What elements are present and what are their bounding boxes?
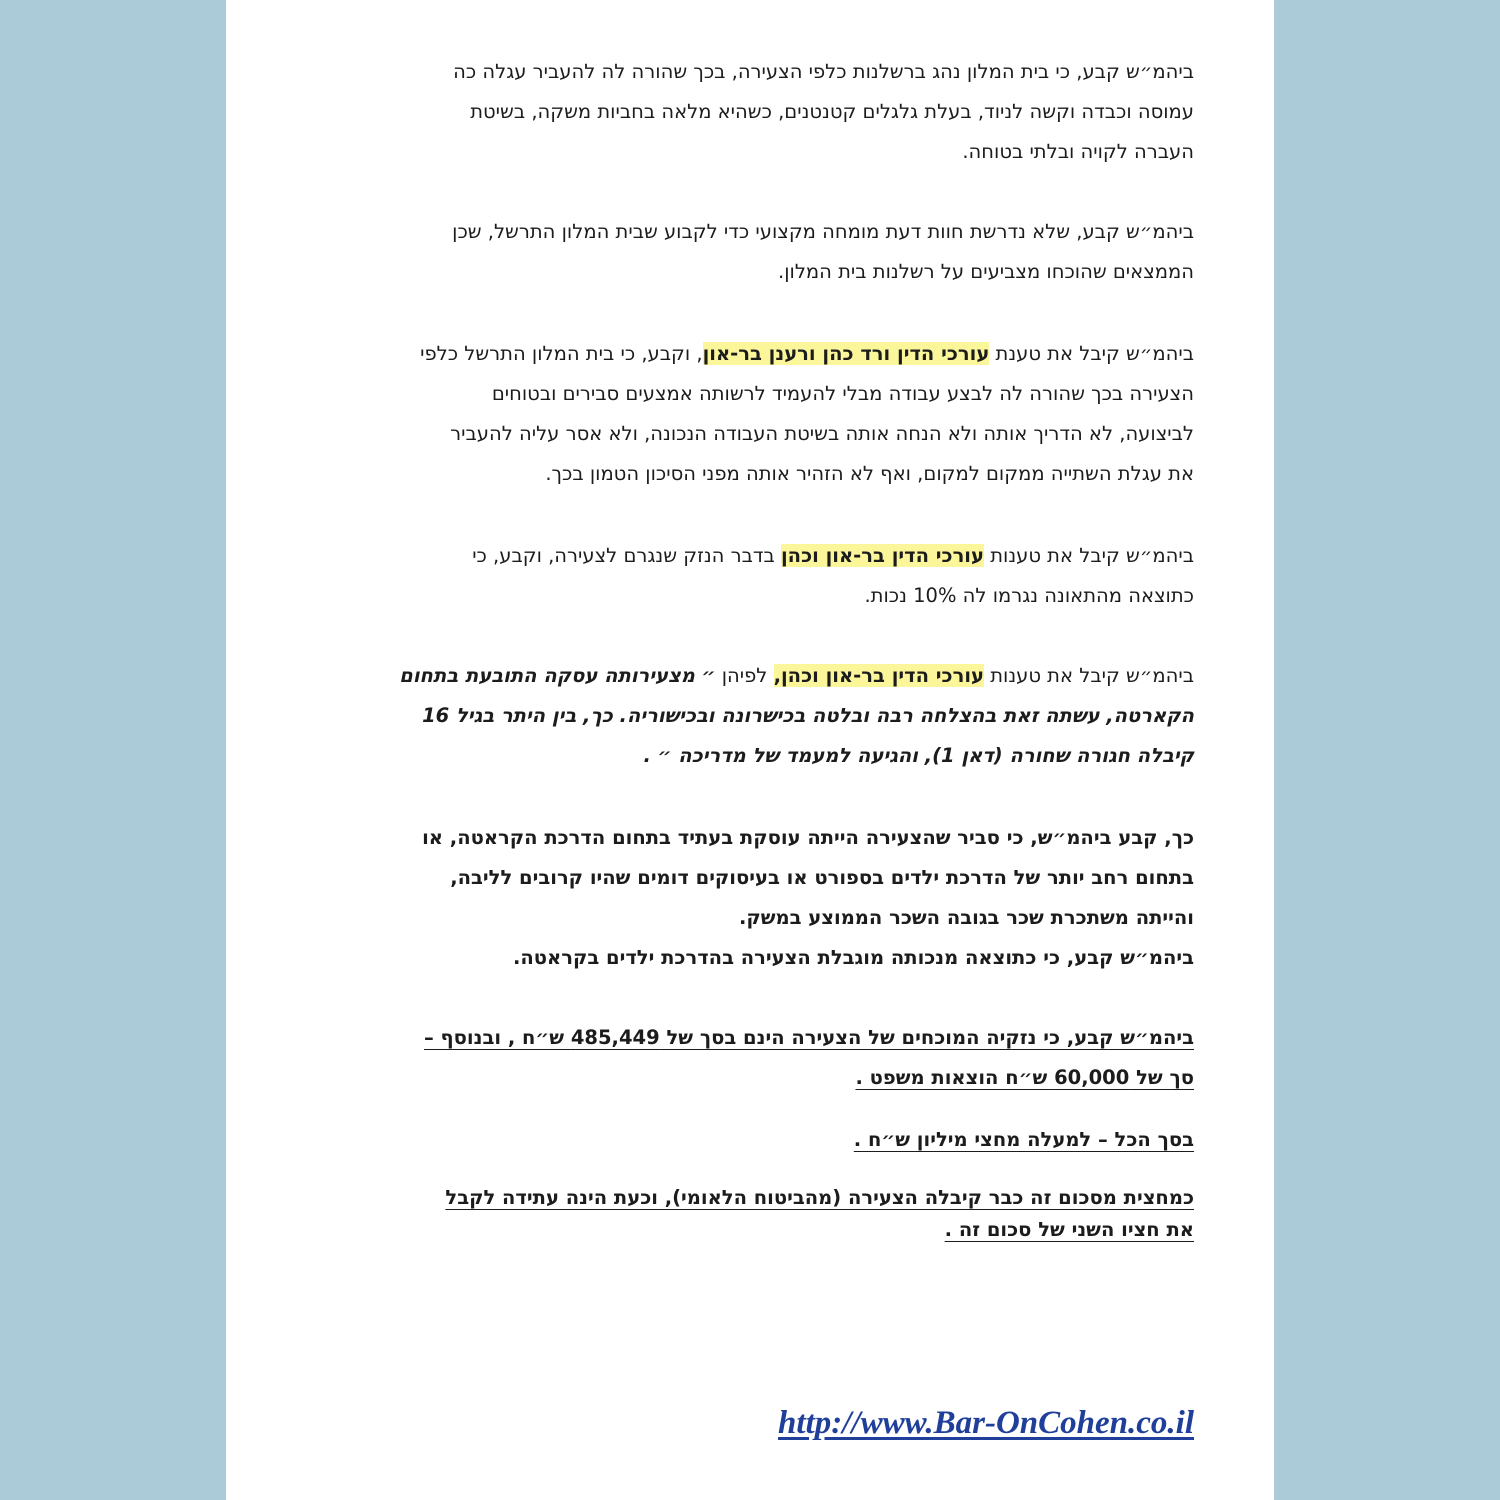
text-line (306, 536, 1194, 576)
paragraph-expert-opinion (306, 212, 1194, 292)
text-line: כתוצאה מהתאונה נגרמו לה 10% נכות. (864, 584, 1194, 607)
text-span: בדבר הנזק שנגרם לצעירה, וקבע, כי (472, 544, 781, 567)
paragraph-compensation (306, 1018, 1194, 1098)
text-span: לפיהן (715, 664, 774, 687)
paragraph-future-earnings (306, 818, 1194, 978)
text-line: העברה לקויה ובלתי בטוחה. (962, 140, 1194, 163)
text-line: את עגלת השתייה ממקום למקום, ואף לא הזהיר אותה מפני הסיכון הטמון בכך. (545, 462, 1194, 485)
footer-website-link[interactable]: http://www.Bar-OnCohen.co.il (778, 1405, 1194, 1441)
text-line: בסך הכל – למעלה מחצי מיליון ש״ח . (853, 1128, 1194, 1151)
document-page (226, 0, 1274, 1500)
text-line: כמחצית מסכום זה כבר קיבלה הצעירה (מהביטוח הלאומי), וכעת הינה עתידה לקבל (445, 1186, 1194, 1209)
paragraph-negligence (306, 52, 1194, 172)
paragraph-karate (306, 656, 1194, 776)
quote-line: הקארטה, עשתה זאת בהצלחה רבה ובלטה בכישרונה ובכישוריה. כך, בין היתר בגיל 16 (422, 704, 1194, 727)
quote-text: ״ מצעירותה עסקה התובעת בתחום (399, 664, 716, 687)
paragraph-total (306, 1120, 1194, 1160)
text-line: כך, קבע ביהמ״ש, כי סביר שהצעירה הייתה עוסקת בעתיד בתחום הדרכת הקראטה, או (422, 826, 1194, 849)
text-line: עמוסה וכבדה וקשה לניוד, בעלת גלגלים קטנטנים, כשהיא מלאה בחביות משקה, בשיטת (470, 100, 1194, 123)
highlighted-lawyers: עורכי הדין בר-און וכהן (780, 544, 984, 567)
text-line: הממצאים שהוכחו מצביעים על רשלנות בית המלון. (778, 260, 1194, 283)
text-line: לביצועה, לא הדריך אותה ולא הנחה אותה בשיטת העבודה הנכונה, ולא אסר עליה להעביר (450, 422, 1194, 445)
text-span: ביהמ״ש קיבל את טענת (989, 342, 1194, 365)
text-line: את חציו השני של סכום זה . (944, 1218, 1194, 1241)
text-line: בתחום רחב יותר של הדרכת ילדים בספורט או בעיסוקים דומים שהיו קרובים לליבה, (450, 866, 1194, 889)
paragraph-damage (306, 536, 1194, 616)
text-span: ביהמ״ש קיבל את טענות (984, 544, 1194, 567)
text-line: הצעירה בכך שהורה לה לבצע עבודה מבלי להעמיד לרשותה אמצעים סבירים ובטוחים (491, 382, 1194, 405)
text-line (306, 656, 1194, 696)
text-line: סך של 60,000 ש״ח הוצאות משפט . (855, 1066, 1194, 1089)
text-line: והייתה משתכרת שכר בגובה השכר הממוצע במשק. (738, 906, 1194, 929)
text-line (306, 334, 1194, 374)
highlighted-lawyers: עורכי הדין בר-און וכהן, (773, 664, 984, 687)
text-span: ביהמ״ש קיבל את טענות (984, 664, 1194, 687)
quote-line: קיבלה חגורה שחורה (דאן 1), והגיעה למעמד של מדריכה ״ . (643, 744, 1194, 767)
text-line: ביהמ״ש קבע, כי בית המלון נהג ברשלנות כלפי הצעירה, בכך שהורה לה להעביר עגלה כה (453, 60, 1194, 83)
text-line: ביהמ״ש קבע, כי כתוצאה מנכותה מוגבלת הצעירה בהדרכת ילדים בקראטה. (512, 946, 1194, 969)
paragraph-payment-status (306, 1182, 1194, 1246)
text-line: ביהמ״ש קבע, שלא נדרשת חוות דעת מומחה מקצועי כדי לקבוע שבית המלון התרשל, שכן (452, 220, 1194, 243)
text-span: , וקבע, כי בית המלון התרשל כלפי (420, 342, 703, 365)
paragraph-hotel-liability (306, 334, 1194, 494)
highlighted-lawyers: עורכי הדין ורד כהן ורענן בר-און (702, 342, 990, 365)
text-line: ביהמ״ש קבע, כי נזקיה המוכחים של הצעירה הינם בסך של 485,449 ש״ח , ובנוסף – (423, 1026, 1194, 1049)
